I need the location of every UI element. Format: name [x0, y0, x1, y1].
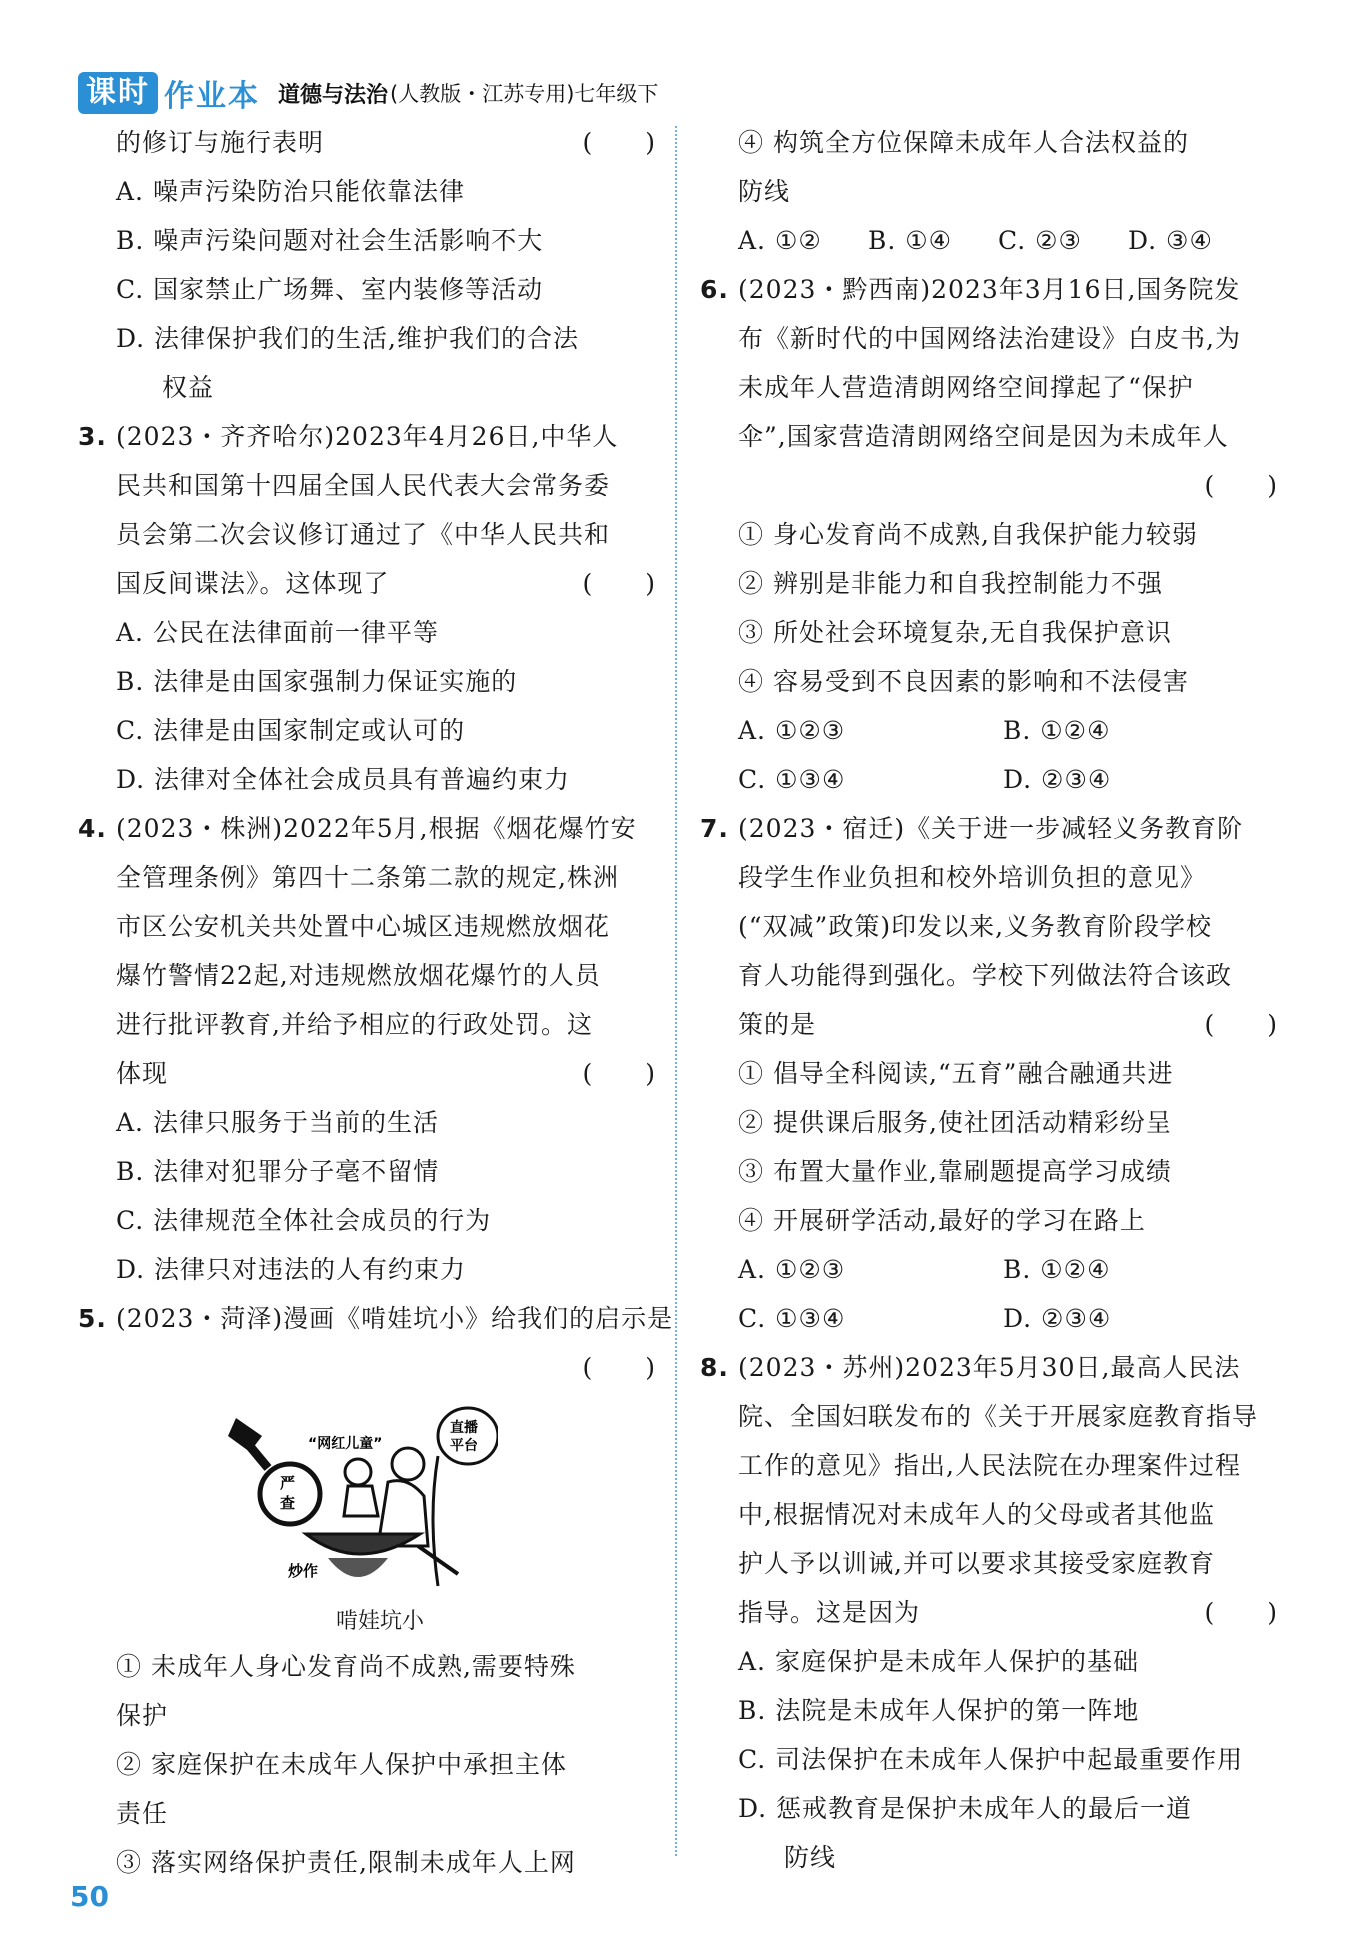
question-number: 5. [78, 1304, 107, 1333]
q8-stem-line: 护人予以训诫,并可以要求其接受家庭教育 [738, 1549, 1215, 1578]
q5-item-cont: 防线 [738, 177, 791, 206]
q8-option-d: D. 惩戒教育是保护未成年人的最后一道 [738, 1794, 1193, 1823]
q4-stem-line: 进行批评教育,并给予相应的行政处罚。这 [116, 1010, 593, 1039]
q7-item: ① 倡导全科阅读,“五育”融合融通共进 [738, 1059, 1174, 1088]
q3-option-c: C. 法律是由国家制定或认可的 [116, 716, 466, 745]
fire-shape [328, 1558, 388, 1577]
q2-option-c: C. 国家禁止广场舞、室内装修等活动 [116, 275, 544, 304]
platform-pole [433, 1456, 438, 1586]
column-divider [675, 126, 677, 1856]
option-d: D. ②③④ [1003, 765, 1112, 794]
left-column [78, 118, 674, 1887]
question-number: 8. [700, 1353, 729, 1382]
option-c: C. ①③④ [738, 765, 846, 794]
q8-option-b: B. 法院是未成年人保护的第一阵地 [738, 1696, 1140, 1725]
q2-option-a: A. 噪声污染防治只能依靠法律 [116, 177, 465, 206]
child-head [345, 1459, 371, 1485]
q4-stem-line: 市区公安机关共处置中心城区违规燃放烟花 [116, 912, 611, 941]
figure-caption: 啃娃坑小 [336, 1609, 425, 1634]
q7-stem-line: (“双减”政策)印发以来,义务教育阶段学校 [738, 912, 1213, 941]
wok-shape [306, 1534, 420, 1554]
answer-blank: ( ) [582, 1353, 656, 1382]
brand-logo: 课时 [78, 72, 158, 114]
platform-sign [438, 1408, 498, 1464]
q4-option-c: C. 法律规范全体社会成员的行为 [116, 1206, 492, 1235]
hype-label: 炒作 [288, 1562, 319, 1580]
adult-head [392, 1448, 424, 1480]
q5-item: ② 家庭保护在未成年人保护中承担主体 [116, 1750, 567, 1779]
q3-stem: 3. (2023・齐齐哈尔)2023年4月26日,中华人 [78, 412, 658, 461]
q7-stem-line: 段学生作业负担和校外培训负担的意见》 [738, 863, 1207, 892]
option-a: A. ①②③ [738, 716, 846, 745]
q4-option-d: D. 法律只对违法的人有约束力 [116, 1255, 467, 1284]
q8-stem-line: 院、全国妇联发布的《关于开展家庭教育指导 [738, 1402, 1259, 1431]
q2-option-d-cont: 权益 [162, 373, 215, 402]
answer-blank: ( ) [582, 128, 656, 157]
option-b: B. ①④ [868, 226, 953, 255]
question-number: 3. [78, 422, 107, 451]
stamp-label-1: 严 [280, 1474, 296, 1492]
child-body [344, 1486, 378, 1516]
answer-blank: ( ) [582, 569, 656, 598]
q4-option-b: B. 法律对犯罪分子毫不留情 [116, 1157, 440, 1186]
option-b: B. ①②④ [1003, 716, 1111, 745]
q5-item: ① 未成年人身心发育尚不成熟,需要特殊 [116, 1652, 576, 1681]
right-column [700, 118, 1280, 1882]
question-number: 6. [700, 275, 729, 304]
page-header [78, 70, 658, 116]
q6-item: ① 身心发育尚不成熟,自我保护能力较弱 [738, 520, 1198, 549]
q8-option-d-cont: 防线 [784, 1843, 837, 1872]
q7-options-row [700, 1294, 1280, 1343]
q5-item: ③ 落实网络保护责任,限制未成年人上网 [116, 1848, 576, 1877]
question-number: 4. [78, 814, 107, 843]
answer-blank: ( ) [1204, 1598, 1278, 1627]
q6-item: ② 辨别是非能力和自我控制能力不强 [738, 569, 1163, 598]
q4-option-a: A. 法律只服务于当前的生活 [116, 1108, 439, 1137]
answer-blank: ( ) [1204, 1010, 1278, 1039]
q5-options [700, 216, 1280, 265]
q7-stem-line: 策的是 ( ) [700, 1000, 1280, 1049]
q3-stem-line: 国反间谍法》。这体现了 ( ) [78, 559, 658, 608]
page-number: 50 [70, 1880, 109, 1913]
subject-title: 道德与法治 [278, 82, 389, 108]
q6-stem: 6. (2023・黔西南)2023年3月16日,国务院发 [700, 265, 1280, 314]
q6-stem-line: 伞”,国家营造清朗网络空间是因为未成年人 [738, 422, 1229, 451]
q3-stem-line: 员会第二次会议修订通过了《中华人民共和 [116, 520, 611, 549]
q7-stem-line: 育人功能得到强化。学校下列做法符合该政 [738, 961, 1233, 990]
q5-item: ④ 构筑全方位保障未成年人合法权益的 [738, 128, 1189, 157]
q3-stem-line: 民共和国第十四届全国人民代表大会常务委 [116, 471, 611, 500]
q8-option-c: C. 司法保护在未成年人保护中起最重要作用 [738, 1745, 1244, 1774]
brand-logo-text: 作业本 [164, 79, 260, 114]
q7-item: ④ 开展研学活动,最好的学习在路上 [738, 1206, 1146, 1235]
adult-leg [418, 1546, 458, 1574]
q5-answer-line [78, 1343, 658, 1392]
q4-stem-line: 全管理条例》第四十二条第二款的规定,株洲 [116, 863, 619, 892]
q8-stem: 8. (2023・苏州)2023年5月30日,最高人民法 [700, 1343, 1280, 1392]
option-d: D. ②③④ [1003, 1304, 1112, 1333]
q6-options-row [700, 755, 1280, 804]
q4-stem-line: 体现 ( ) [78, 1049, 658, 1098]
q3-option-a: A. 公民在法律面前一律平等 [116, 618, 439, 647]
q2-option-b: B. 噪声污染问题对社会生活影响不大 [116, 226, 544, 255]
q5-item-cont: 保护 [116, 1701, 169, 1730]
option-c: C. ②③ [998, 226, 1082, 255]
q8-stem-line: 工作的意见》指出,人民法院在办理案件过程 [738, 1451, 1241, 1480]
q8-option-a: A. 家庭保护是未成年人保护的基础 [738, 1647, 1139, 1676]
option-a: A. ①② [738, 226, 822, 255]
platform-label-2: 平台 [450, 1438, 478, 1454]
q7-options-row [700, 1245, 1280, 1294]
option-d: D. ③④ [1128, 226, 1213, 255]
stamp-label-2: 查 [280, 1494, 296, 1512]
edition-label: (人教版・江苏专用)七年级下 [390, 82, 659, 106]
cartoon-illustration [228, 1396, 498, 1596]
option-c: C. ①③④ [738, 1304, 846, 1333]
option-a: A. ①②③ [738, 1255, 846, 1284]
q2-stem-cont: 的修订与施行表明 ( ) [78, 118, 658, 167]
answer-blank: ( ) [1204, 471, 1278, 500]
q5-stem: 5. (2023・菏泽)漫画《啃娃坑小》给我们的启示是 [78, 1294, 658, 1343]
q8-stem-line: 中,根据情况对未成年人的父母或者其他监 [738, 1500, 1215, 1529]
cartoon-figure [78, 1392, 658, 1602]
platform-label-1: 直播 [450, 1420, 478, 1436]
q7-stem: 7. (2023・宿迁)《关于进一步减轻义务教育阶 [700, 804, 1280, 853]
q2-option-d: D. 法律保护我们的生活,维护我们的合法 [116, 324, 579, 353]
q6-item: ③ 所处社会环境复杂,无自我保护意识 [738, 618, 1172, 647]
q7-item: ② 提供课后服务,使社团活动精彩纷呈 [738, 1108, 1172, 1137]
q6-options-row [700, 706, 1280, 755]
hand-shape [228, 1418, 262, 1452]
q4-stem-line: 爆竹警情22起,对违规燃放烟花爆竹的人员 [116, 961, 601, 990]
q6-stem-line: 布《新时代的中国网络法治建设》白皮书,为 [738, 324, 1241, 353]
q3-option-d: D. 法律对全体社会成员具有普遍约束力 [116, 765, 571, 794]
q6-item: ④ 容易受到不良因素的影响和不法侵害 [738, 667, 1189, 696]
q8-stem-line: 指导。这是因为 ( ) [700, 1588, 1280, 1637]
q3-option-b: B. 法律是由国家强制力保证实施的 [116, 667, 518, 696]
q4-stem: 4. (2023・株洲)2022年5月,根据《烟花爆竹安 [78, 804, 658, 853]
option-b: B. ①②④ [1003, 1255, 1111, 1284]
answer-blank: ( ) [582, 1059, 656, 1088]
q6-answer-line [700, 461, 1280, 510]
q7-item: ③ 布置大量作业,靠刷题提高学习成绩 [738, 1157, 1172, 1186]
q5-item-cont: 责任 [116, 1799, 169, 1828]
question-number: 7. [700, 814, 729, 843]
q6-stem-line: 未成年人营造清朗网络空间撑起了“保护 [738, 373, 1194, 402]
kid-label: “网红儿童” [308, 1436, 383, 1452]
